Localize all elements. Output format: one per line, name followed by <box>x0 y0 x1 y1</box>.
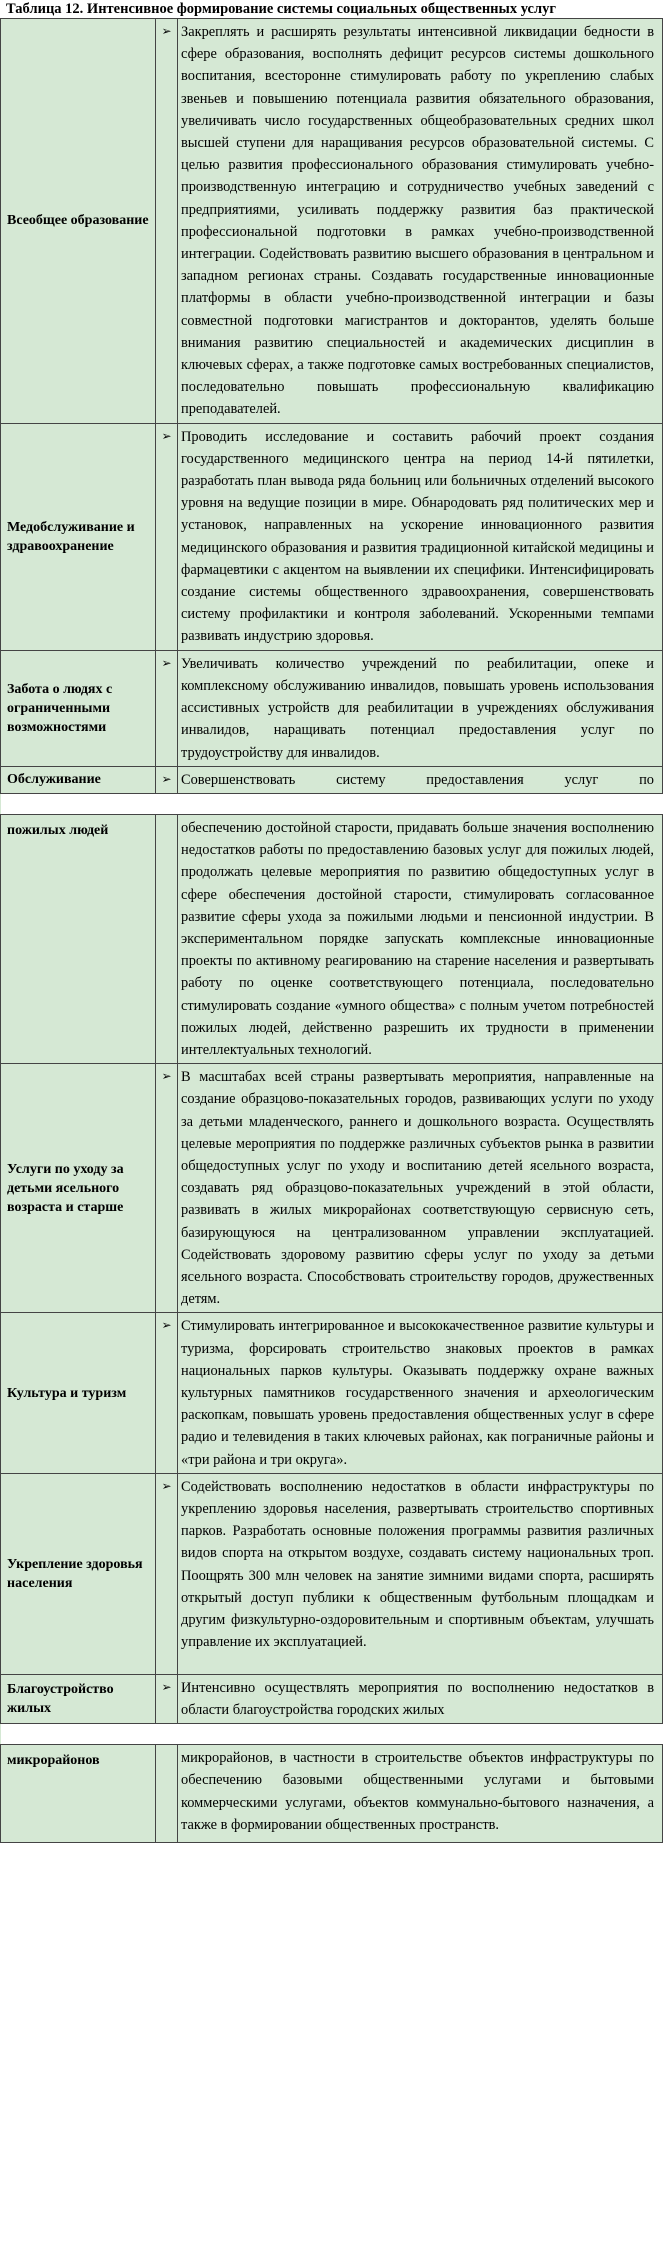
table-row <box>1 650 663 766</box>
bullet-arrow-icon: ➢ <box>156 1313 178 1473</box>
description-cell: Увеличивать количество учреждений по реабилитации, опеке и комплексному обслуживанию инвалидов, повышать уровень использования ассистивных устройств для реабилитации в учреждениях обслуживания инвалидов, наращивать потенциал предоставления услуг по трудоустройству для инвалидов. <box>178 650 663 766</box>
empty-bullet-cell <box>156 1745 178 1843</box>
empty-bullet-cell <box>156 814 178 1063</box>
table-row <box>1 1473 663 1674</box>
table-title: Таблица 12. Интенсивное формирование системы социальных общественных услуг <box>6 1 556 17</box>
description-cell: Интенсивно осуществлять мероприятия по восполнению недостатков в области благоустройства городских жилых <box>178 1674 663 1723</box>
description-cell: Совершенствовать систему предоставления услуг по <box>178 766 663 793</box>
category-cell: Обслуживание <box>1 766 156 793</box>
description-cell: Закреплять и расширять результаты интенсивной ликвидации бедности в сфере образования, восполнять дефицит ресурсов системы дошкольного воспитания, всесторонне стимулировать работу по укреплению слабых звеньев и повышению потенциала развития обязательного образования, увеличивать число государственных общеобразовательных средних школ высшей ступени для наращивания ресурсов образовательной системы. С целью развития профессионального образования стимулировать учебно-производственную интеграцию и сотрудничество учебных заведений с предприятиями, усиливать поддержку развития баз практической профессиональной подготовки в рамках учебно-производственной интеграции. Содействовать развитию высшего образования в центральном и западном регионах страны. Создавать государственные инновационные платформы в области учебно-производственной интеграции и базы совместной подготовки магистрантов и докторантов, уделять больше внимания развитию специальностей и академических дисциплин в ключевых сферах, а также подготовке самых востребованных специалистов, последовательно повышать профессиональную квалификацию преподавателей. <box>178 19 663 424</box>
category-cell: Культура и туризм <box>1 1313 156 1473</box>
bullet-arrow-icon: ➢ <box>156 766 178 793</box>
table-row <box>1 1745 663 1843</box>
table-row <box>1 1674 663 1723</box>
category-cell: Укрепление здоровья населения <box>1 1473 156 1674</box>
table-row <box>1 1313 663 1473</box>
description-cell: Содействовать восполнению недостатков в области инфраструктуры по укреплению здоровья населения, развертывать строительство спортивных парков. Разработать основные положения программы развития различных видов спорта на открытом воздухе, создавать систему национальных троп. Поощрять 300 млн человек на занятие зимними видами спорта, расширять открытый доступ публики к общественным футбольным площадкам и другим физкультурно-оздоровительным и спортивным объектам, улучшать управление их эксплуатацией. <box>178 1473 663 1674</box>
category-cell: Медобслуживание и здравоохранение <box>1 423 156 650</box>
bullet-arrow-icon: ➢ <box>156 650 178 766</box>
category-cell: Благоустройство жилых <box>1 1674 156 1723</box>
bullet-arrow-icon: ➢ <box>156 19 178 424</box>
page-break-gap <box>1 1724 663 1745</box>
social-services-table <box>0 18 663 1843</box>
bullet-arrow-icon: ➢ <box>156 1473 178 1674</box>
description-cell: обеспечению достойной старости, придавать больше значения восполнению недостатков работы по предоставлению базовых услуг для пожилых людей, продолжать целевые мероприятия по развитию общедоступных услуг в сфере обеспечения достойной старости, стимулировать согласованное развитие сферы ухода за пожилыми людьми и пенсионной индустрии. В экспериментальном порядке запускать комплексные инновационные проекты по активному реагированию на старение населения и развертывать работу по оценке соответствующего потенциала, последовательно стимулировать создание «умного общества» с полным учетом потребностей пожилых людей, действенно разрешить их трудности в применении интеллектуальных технологий. <box>178 814 663 1063</box>
table-row <box>1 766 663 793</box>
description-cell: микрорайонов, в частности в строительстве объектов инфраструктуры по обеспечению базовыми общественными услугами и бытовыми коммерческими услугами, объектов коммунально-бытового назначения, а также в формировании общественных пространств. <box>178 1745 663 1843</box>
category-cell: Забота о людях с ограниченными возможностями <box>1 650 156 766</box>
table-row <box>1 1064 663 1313</box>
category-cell: Всеобщее образование <box>1 19 156 424</box>
category-cell: микрорайонов <box>1 1745 156 1843</box>
bullet-arrow-icon: ➢ <box>156 423 178 650</box>
description-cell: В масштабах всей страны развертывать мероприятия, направленные на создание образцово-показательных городов, развивающих услуги по уходу за детьми младенческого, раннего и дошкольного возраста. Осуществлять целевые мероприятия по поддержке различных субъектов рынка в развитии общедоступных услуг по уходу и воспитанию детей ясельного возраста, создавать ряд образцово-показательных учреждений в этой области, развивать в жилых микрорайонах соответствующую сервисную сеть, базирующуюся на централизованном управлении эксплуатацией. Содействовать здоровому развитию сферы услуг по уходу за детьми ясельного возраста. Способствовать строительству городов, дружественных детям. <box>178 1064 663 1313</box>
category-cell: пожилых людей <box>1 814 156 1063</box>
description-cell: Проводить исследование и составить рабочий проект создания государственного медицинского центра на период 14-й пятилетки, разработать план вывода ряда больниц или больничных отделений высокого уровня на ведущие позиции в мире. Обнародовать ряд политических мер и установок, направленных на ускорение инновационного развития медицинского образования и развития традиционной китайской медицины и фармацевтики с акцентом на выявлении их специфики. Интенсифицировать создание системы общественного здравоохранения, совершенствовать систему профилактики и контроля заболеваний. Ускоренными темпами развивать индустрию здоровья. <box>178 423 663 650</box>
category-cell: Услуги по уходу за детьми ясельного возраста и старше <box>1 1064 156 1313</box>
bullet-arrow-icon: ➢ <box>156 1064 178 1313</box>
description-cell: Стимулировать интегрированное и высококачественное развитие культуры и туризма, форсировать строительство знаковых проектов в рамках национальных парков культуры. Оказывать поддержку охране важных культурных памятников государственного значения и археологическим раскопкам, повышать уровень предоставления общественных услуг в сфере радио и телевидения в таких ключевых районах, как пограничные районы и «три района и три округа». <box>178 1313 663 1473</box>
table-row <box>1 814 663 1063</box>
table-row <box>1 423 663 650</box>
table-row <box>1 19 663 424</box>
page-break-gap <box>1 793 663 814</box>
bullet-arrow-icon: ➢ <box>156 1674 178 1723</box>
